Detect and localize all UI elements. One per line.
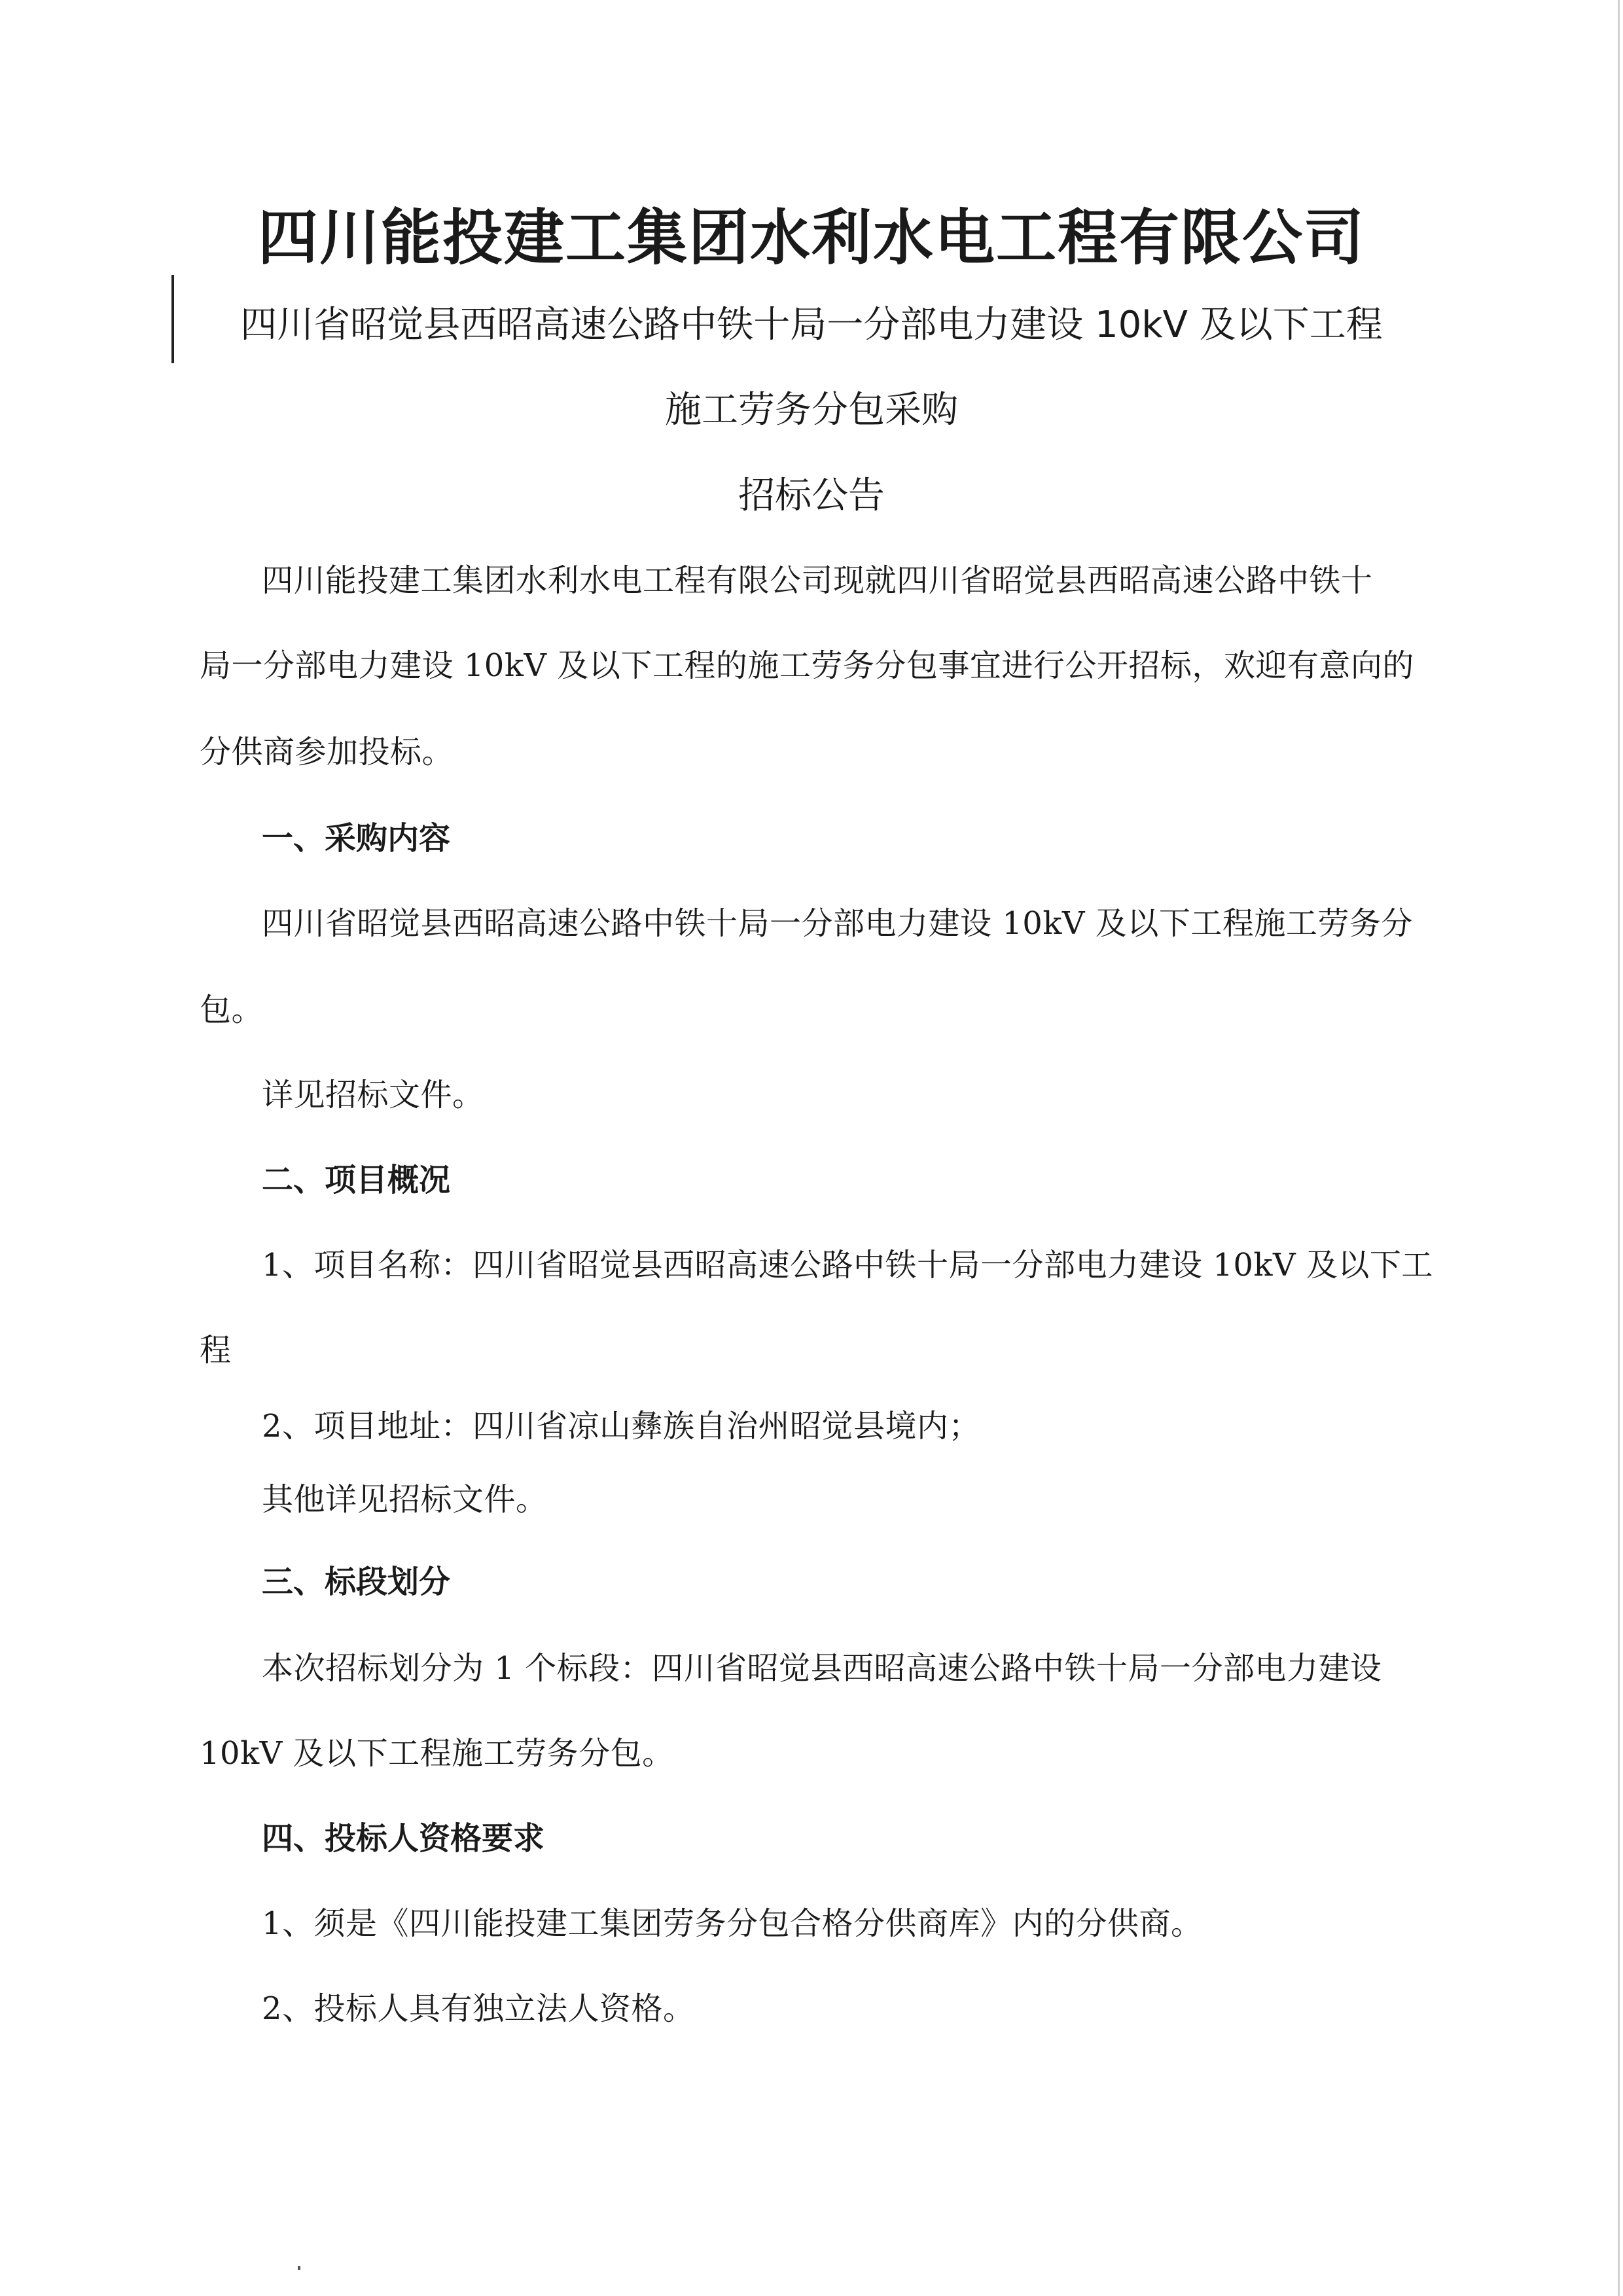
section-1-heading: 一、采购内容: [262, 820, 451, 857]
section-1-line-1: 四川省昭觉县西昭高速公路中铁十局一分部电力建设 10kV 及以下工程施工劳务分: [262, 905, 1413, 942]
section-3-line-2: 10kV 及以下工程施工劳务分包。: [200, 1735, 674, 1772]
intro-line-3: 分供商参加投标。: [200, 734, 454, 770]
section-2-heading: 二、项目概况: [262, 1162, 451, 1198]
section-4-line-1: 1、须是《四川能投建工集团劳务分包合格分供商库》内的分供商。: [262, 1905, 1203, 1942]
section-3-heading: 三、标段划分: [262, 1564, 451, 1600]
scan-speck: [298, 2266, 300, 2270]
title-line-3: 招标公告: [738, 475, 885, 517]
section-2-line-3: 2、项目地址：四川省凉山彝族自治州昭觉县境内；: [262, 1408, 981, 1444]
intro-line-2: 局一分部电力建设 10kV 及以下工程的施工劳务分包事宜进行公开招标，欢迎有意向的: [200, 647, 1414, 684]
section-2-line-2: 程: [200, 1332, 232, 1369]
title-line-1: 四川省昭觉县西昭高速公路中铁十局一分部电力建设 10kV 及以下工程: [240, 304, 1383, 346]
company-name: 四川能投建工集团水利水电工程有限公司: [257, 203, 1365, 273]
section-3-line-1: 本次招标划分为 1 个标段：四川省昭觉县西昭高速公路中铁十局一分部电力建设: [262, 1650, 1382, 1687]
section-2-line-1: 1、项目名称：四川省昭觉县西昭高速公路中铁十局一分部电力建设 10kV 及以下工: [262, 1247, 1433, 1283]
section-2-line-4: 其他详见招标文件。: [262, 1481, 548, 1518]
title-line-2: 施工劳务分包采购: [665, 389, 958, 431]
section-1-line-2: 包。: [200, 992, 264, 1028]
section-1-line-3: 详见招标文件。: [262, 1077, 484, 1113]
intro-line-1: 四川能投建工集团水利水电工程有限公司现就四川省昭觉县西昭高速公路中铁十: [262, 562, 1373, 599]
section-4-heading: 四、投标人资格要求: [262, 1820, 545, 1857]
section-4-line-2: 2、投标人具有独立法人资格。: [262, 1990, 695, 2027]
